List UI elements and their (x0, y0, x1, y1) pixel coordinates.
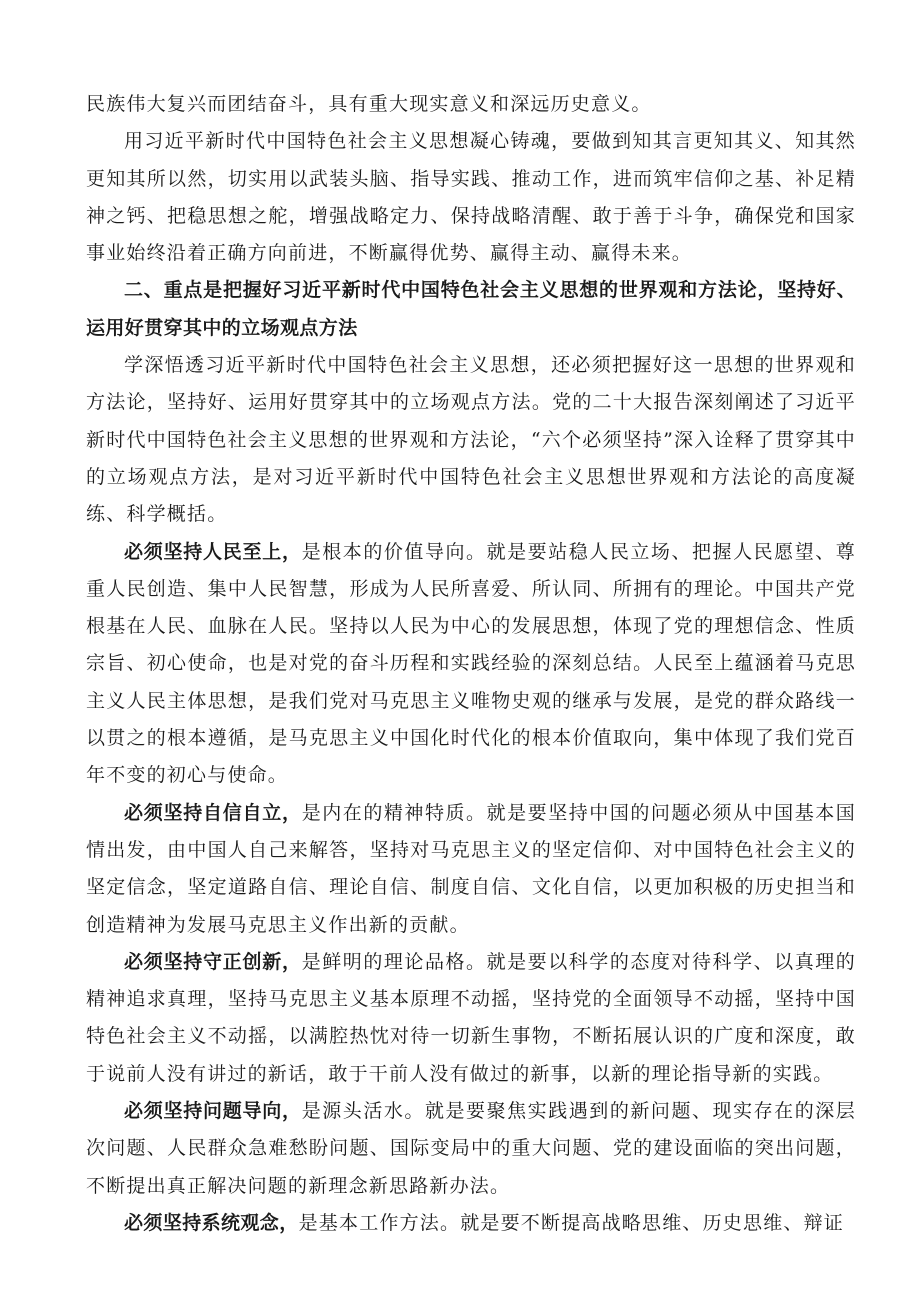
principle-people-paragraph (86, 534, 856, 795)
soul-forging-paragraph (86, 123, 856, 272)
principle-body: 是源头活水。就是要聚焦实践遇到的新问题、现实存在的深层次问题、人民群众急难愁盼问题、国际变局中的重大问题、党的建设面临的突出问题，不断提出真正解决问题的新理念新思路新办法。 (86, 1100, 856, 1197)
principle-innovation-paragraph (86, 944, 856, 1093)
document-body (86, 86, 856, 1242)
intro-continuation-paragraph (86, 86, 856, 123)
principle-body: 是基本工作方法。就是要不断提高战略思维、历史思维、辩证 (298, 1211, 845, 1234)
principle-body: 是根本的价值导向。就是要站稳人民立场、把握人民愿望、尊重人民创造、集中人民智慧，形成为人民所喜爱、所认同、所拥有的理论。中国共产党根基在人民、血脉在人民。坚持以人民为中心的发展思想，体现了党的理想信念、性质宗旨、初心使命，也是对党的奋斗历程和实践经验的深刻总结。人民至上蕴涵着马克思主义人民主体思想，是我们党对马克思主义唯物史观的继承与发展，是党的群众路线一以贯之的根本遵循，是马克思主义中国化时代化的根本价值取向，集中体现了我们党百年不变的初心与使命。 (86, 540, 856, 787)
section-two-heading-text: 二、重点是把握好习近平新时代中国特色社会主义思想的世界观和方法论，坚持好、运用好贯穿其中的立场观点方法 (86, 279, 856, 339)
soul-forging-text: 用习近平新时代中国特色社会主义思想凝心铸魂，要做到知其言更知其义、知其然更知其所以然，切实用以武装头脑、指导实践、推动工作，进而筑牢信仰之基、补足精神之钙、把稳思想之舵，增强战略定力、保持战略清醒、敢于善于斗争，确保党和国家事业始终沿着正确方向前进，不断赢得优势、赢得主动、赢得未来。 (86, 130, 856, 265)
principle-body: 是鲜明的理论品格。就是要以科学的态度对待科学、以真理的精神追求真理，坚持马克思主义基本原理不动摇，坚持党的全面领导不动摇，坚持中国特色社会主义不动摇，以满腔热忱对待一切新生事物，不断拓展认识的广度和深度，敢于说前人没有讲过的新话，敢于干前人没有做过的新事，以新的理论指导新的实践。 (86, 950, 856, 1085)
principle-lead: 必须坚持系统观念， (124, 1211, 299, 1234)
section-two-heading (86, 272, 856, 347)
principle-self-confidence-paragraph (86, 795, 856, 944)
principle-lead: 必须坚持自信自立， (124, 801, 302, 824)
intro-continuation-text: 民族伟大复兴而团结奋斗，具有重大现实意义和深远历史意义。 (86, 93, 652, 115)
principle-lead: 必须坚持守正创新， (124, 950, 302, 973)
principle-lead: 必须坚持人民至上， (124, 540, 302, 563)
principle-lead: 必须坚持问题导向， (124, 1100, 302, 1123)
principle-systems-paragraph (86, 1205, 856, 1242)
principle-problem-oriented-paragraph (86, 1093, 856, 1205)
worldview-paragraph (86, 347, 856, 533)
principle-body: 是内在的精神特质。就是要坚持中国的问题必须从中国基本国情出发，由中国人自己来解答，坚持对马克思主义的坚定信仰、对中国特色社会主义的坚定信念，坚定道路自信、理论自信、制度自信、文化自信，以更加积极的历史担当和创造精神为发展马克思主义作出新的贡献。 (86, 801, 856, 936)
worldview-text: 学深悟透习近平新时代中国特色社会主义思想，还必须把握好这一思想的世界观和方法论，坚持好、运用好贯穿其中的立场观点方法。党的二十大报告深刻阐述了习近平新时代中国特色社会主义思想的世界观和方法论，“六个必须坚持”深入诠释了贯穿其中的立场观点方法，是对习近平新时代中国特色社会主义思想世界观和方法论的高度凝练、科学概括。 (86, 354, 856, 526)
